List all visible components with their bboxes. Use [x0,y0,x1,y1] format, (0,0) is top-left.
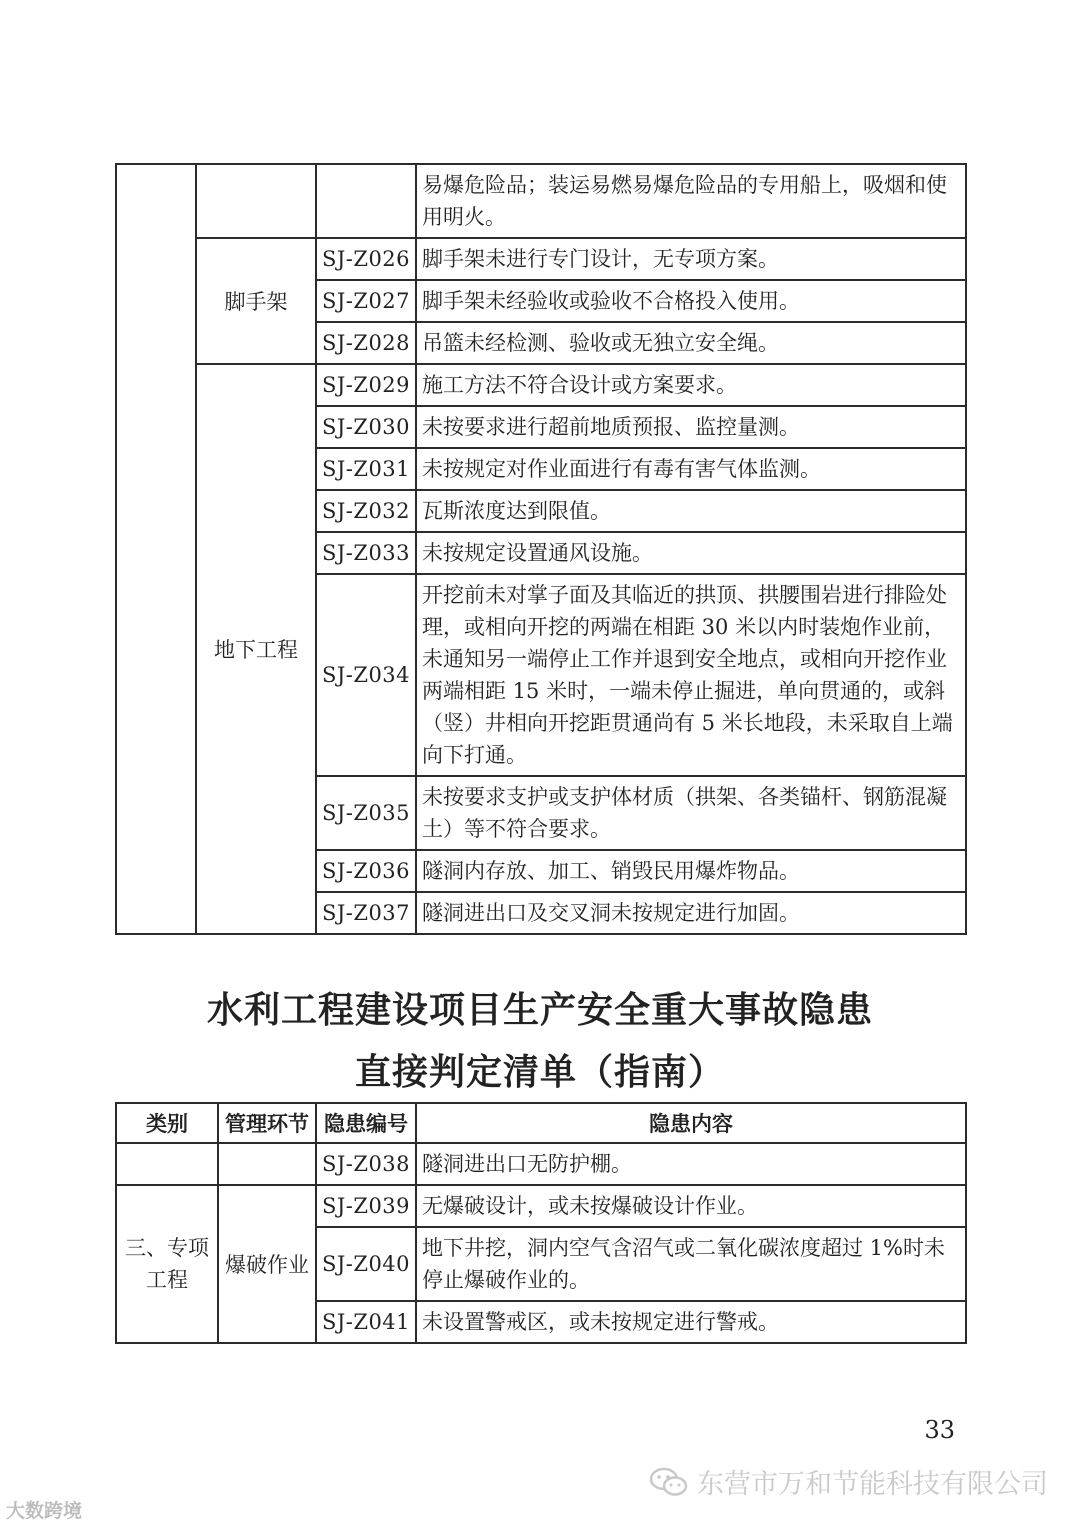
code-cell: SJ-Z032 [316,490,416,532]
content-cell: 施工方法不符合设计或方案要求。 [416,364,966,406]
content-cell: 开挖前未对掌子面及其临近的拱顶、拱腰围岩进行排险处理，或相向开挖的两端在相距 30 米以内时装炮作业前，未通知另一端停止工作并退到安全地点，或相向开挖作业两端相距 15 米时，一端未停止掘进，单向贯通的，或斜（竖）井相向开挖距贯通尚有 5 米长地段，未采取自上端向下打通。 [416,574,966,776]
content-cell: 脚手架未经验收或验收不合格投入使用。 [416,280,966,322]
table-row [116,238,966,280]
watermark-left: 大数跨境 [6,1500,83,1522]
document-title-line1: 水利工程建设项目生产安全重大事故隐患 [206,989,873,1031]
section-blasting: 爆破作业 [218,1185,316,1343]
code-cell: SJ-Z038 [316,1143,416,1185]
content-cell: 隧洞进出口及交叉洞未按规定进行加固。 [416,892,966,934]
code-cell: SJ-Z037 [316,892,416,934]
code-cell: SJ-Z027 [316,280,416,322]
code-cell: SJ-Z031 [316,448,416,490]
content-cell: 瓦斯浓度达到限值。 [416,490,966,532]
code-cell: SJ-Z035 [316,776,416,850]
watermark-company: 东营市万和节能科技有限公司 [697,1469,1048,1500]
table-header-row [116,1103,966,1143]
code-cell: SJ-Z030 [316,406,416,448]
header-stage: 管理环节 [218,1103,316,1143]
table-row [116,1185,966,1227]
code-cell: SJ-Z039 [316,1185,416,1227]
watermark-right [649,1462,1048,1501]
section-cell [218,1143,316,1185]
content-cell: 易爆危险品；装运易燃易爆危险品的专用船上，吸烟和使用明火。 [416,164,966,238]
page-number: 33 [924,1416,955,1444]
code-cell: SJ-Z033 [316,532,416,574]
document-title-line2: 直接判定清单（指南） [354,1051,725,1093]
content-cell: 未按要求进行超前地质预报、监控量测。 [416,406,966,448]
code-cell: SJ-Z028 [316,322,416,364]
content-cell: 未按要求支护或支护体材质（拱架、各类锚杆、钢筋混凝土）等不符合要求。 [416,776,966,850]
wechat-icon [649,1466,689,1498]
code-cell: SJ-Z036 [316,850,416,892]
content-cell: 隧洞进出口无防护棚。 [416,1143,966,1185]
category-cell [116,164,196,934]
section-scaffold: 脚手架 [196,238,316,364]
section-underground: 地下工程 [196,364,316,934]
table-row [116,164,966,238]
content-cell: 吊篮未经检测、验收或无独立安全绳。 [416,322,966,364]
code-cell [316,164,416,238]
code-cell: SJ-Z034 [316,574,416,776]
code-cell: SJ-Z041 [316,1301,416,1343]
header-category: 类别 [116,1103,218,1143]
content-cell: 未按规定对作业面进行有毒有害气体监测。 [416,448,966,490]
content-cell: 未按规定设置通风设施。 [416,532,966,574]
category-special-engineering: 三、专项工程 [116,1185,218,1343]
hazard-table-continued [115,163,967,935]
code-cell: SJ-Z026 [316,238,416,280]
header-content: 隐患内容 [416,1103,966,1143]
table-row [116,1143,966,1185]
content-cell: 未设置警戒区，或未按规定进行警戒。 [416,1301,966,1343]
table-row [116,364,966,406]
section-cell [196,164,316,238]
header-code: 隐患编号 [316,1103,416,1143]
content-cell: 地下井挖，洞内空气含沼气或二氧化碳浓度超过 1%时未停止爆破作业的。 [416,1227,966,1301]
category-cell [116,1143,218,1185]
hazard-table [115,1102,967,1344]
code-cell: SJ-Z029 [316,364,416,406]
content-cell: 隧洞内存放、加工、销毁民用爆炸物品。 [416,850,966,892]
code-cell: SJ-Z040 [316,1227,416,1301]
content-cell: 脚手架未进行专门设计，无专项方案。 [416,238,966,280]
content-cell: 无爆破设计，或未按爆破设计作业。 [416,1185,966,1227]
